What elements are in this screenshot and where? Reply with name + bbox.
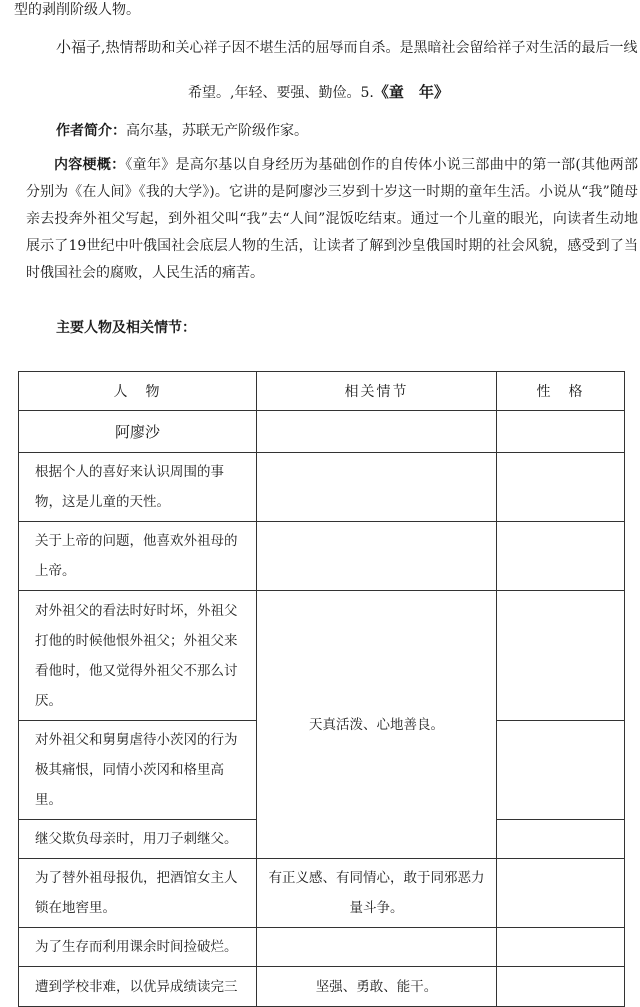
table-row xyxy=(19,859,625,928)
header-character: 人 物 xyxy=(19,372,257,411)
book-title: 《童 年》 xyxy=(373,83,449,101)
author-line xyxy=(56,121,308,141)
empty-cell xyxy=(497,820,625,859)
xiaofuzi-traits: ,年轻、要强、勤俭。5. xyxy=(230,85,374,101)
xiaofuzi-line-2 xyxy=(188,82,449,103)
trait-cell: 坚强、勇敢、能干。 xyxy=(257,967,497,1007)
empty-cell xyxy=(257,411,497,453)
top-fragment: 型的剥削阶级人物。 xyxy=(14,2,140,18)
table-row xyxy=(19,967,625,1007)
table-row xyxy=(19,928,625,967)
author-text: 高尔基，苏联无产阶级作家。 xyxy=(126,123,308,139)
xiaofuzi-line-1 xyxy=(56,37,637,58)
table-row xyxy=(19,522,625,591)
empty-cell xyxy=(497,453,625,522)
xiaofuzi-name: 小福子 xyxy=(56,38,102,56)
character-name: 阿廖沙 xyxy=(19,411,257,453)
empty-cell xyxy=(257,522,497,591)
empty-cell xyxy=(497,591,625,721)
plot-cell: 遭到学校非难，以优异成绩读完三 xyxy=(19,967,257,1007)
plot-cell: 根据个人的喜好来认识周围的事物，这是儿童的天性。 xyxy=(19,453,257,522)
empty-cell xyxy=(257,453,497,522)
xiaofuzi-desc-1: ,热情帮助和关心祥子因不堪生活的屈辱而自杀。是黑暗社会留给祥子对生活的最后一线 xyxy=(101,40,638,56)
summary-paragraph xyxy=(26,152,638,287)
empty-cell xyxy=(497,522,625,591)
empty-cell xyxy=(497,859,625,928)
plot-cell: 为了替外祖母报仇，把酒馆女主人锁在地窖里。 xyxy=(19,859,257,928)
plot-cell: 对外祖父的看法时好时坏，外祖父打他的时候他恨外祖父；外祖父来看他时，他又觉得外祖父不那么讨厌。 xyxy=(19,591,257,721)
table-row xyxy=(19,453,625,522)
plot-cell: 关于上帝的问题，他喜欢外祖母的上帝。 xyxy=(19,522,257,591)
characters-heading: 主要人物及相关情节： xyxy=(56,320,196,336)
trait-cell: 有正义感、有同情心，敢于同邪恶力量斗争。 xyxy=(257,859,497,928)
empty-cell xyxy=(497,411,625,453)
summary-text: 《童年》是高尔基以自身经历为基础创作的自传体小说三部曲中的第一部(其他两部分别为《在人间》《我的大学》)。它讲的是阿廖沙三岁到十岁这一时期的童年生活。小说从“我”随母亲去投奔外祖父写起，到外祖父叫“我”去“人间”混饭吃结束。通过一个儿童的眼光，向读者生动地展示了19世纪中叶俄国社会底层人物的生活，让读者了解到沙皇俄国时期的社会风貌，感受到了当时俄国社会的腐败，人民生活的痛苦。 xyxy=(26,157,638,281)
header-trait: 性 格 xyxy=(497,372,625,411)
empty-cell xyxy=(497,967,625,1007)
table-header-row xyxy=(19,372,625,411)
author-label: 作者简介： xyxy=(56,123,126,139)
empty-cell xyxy=(497,721,625,820)
table-row xyxy=(19,411,625,453)
characters-table xyxy=(18,371,625,1007)
plot-cell: 对外祖父和舅舅虐待小茨冈的行为极其痛恨，同情小茨冈和格里高里。 xyxy=(19,721,257,820)
xiaofuzi-desc-2: 希望。 xyxy=(188,85,230,101)
plot-cell: 为了生存而利用课余时间捡破烂。 xyxy=(19,928,257,967)
empty-cell xyxy=(497,928,625,967)
summary-label: 内容梗概： xyxy=(54,157,126,173)
trait-cell: 天真活泼、心地善良。 xyxy=(257,591,497,859)
header-plot: 相关情节 xyxy=(257,372,497,411)
table-row xyxy=(19,591,625,721)
empty-cell xyxy=(257,928,497,967)
plot-cell: 继父欺负母亲时，用刀子刺继父。 xyxy=(19,820,257,859)
